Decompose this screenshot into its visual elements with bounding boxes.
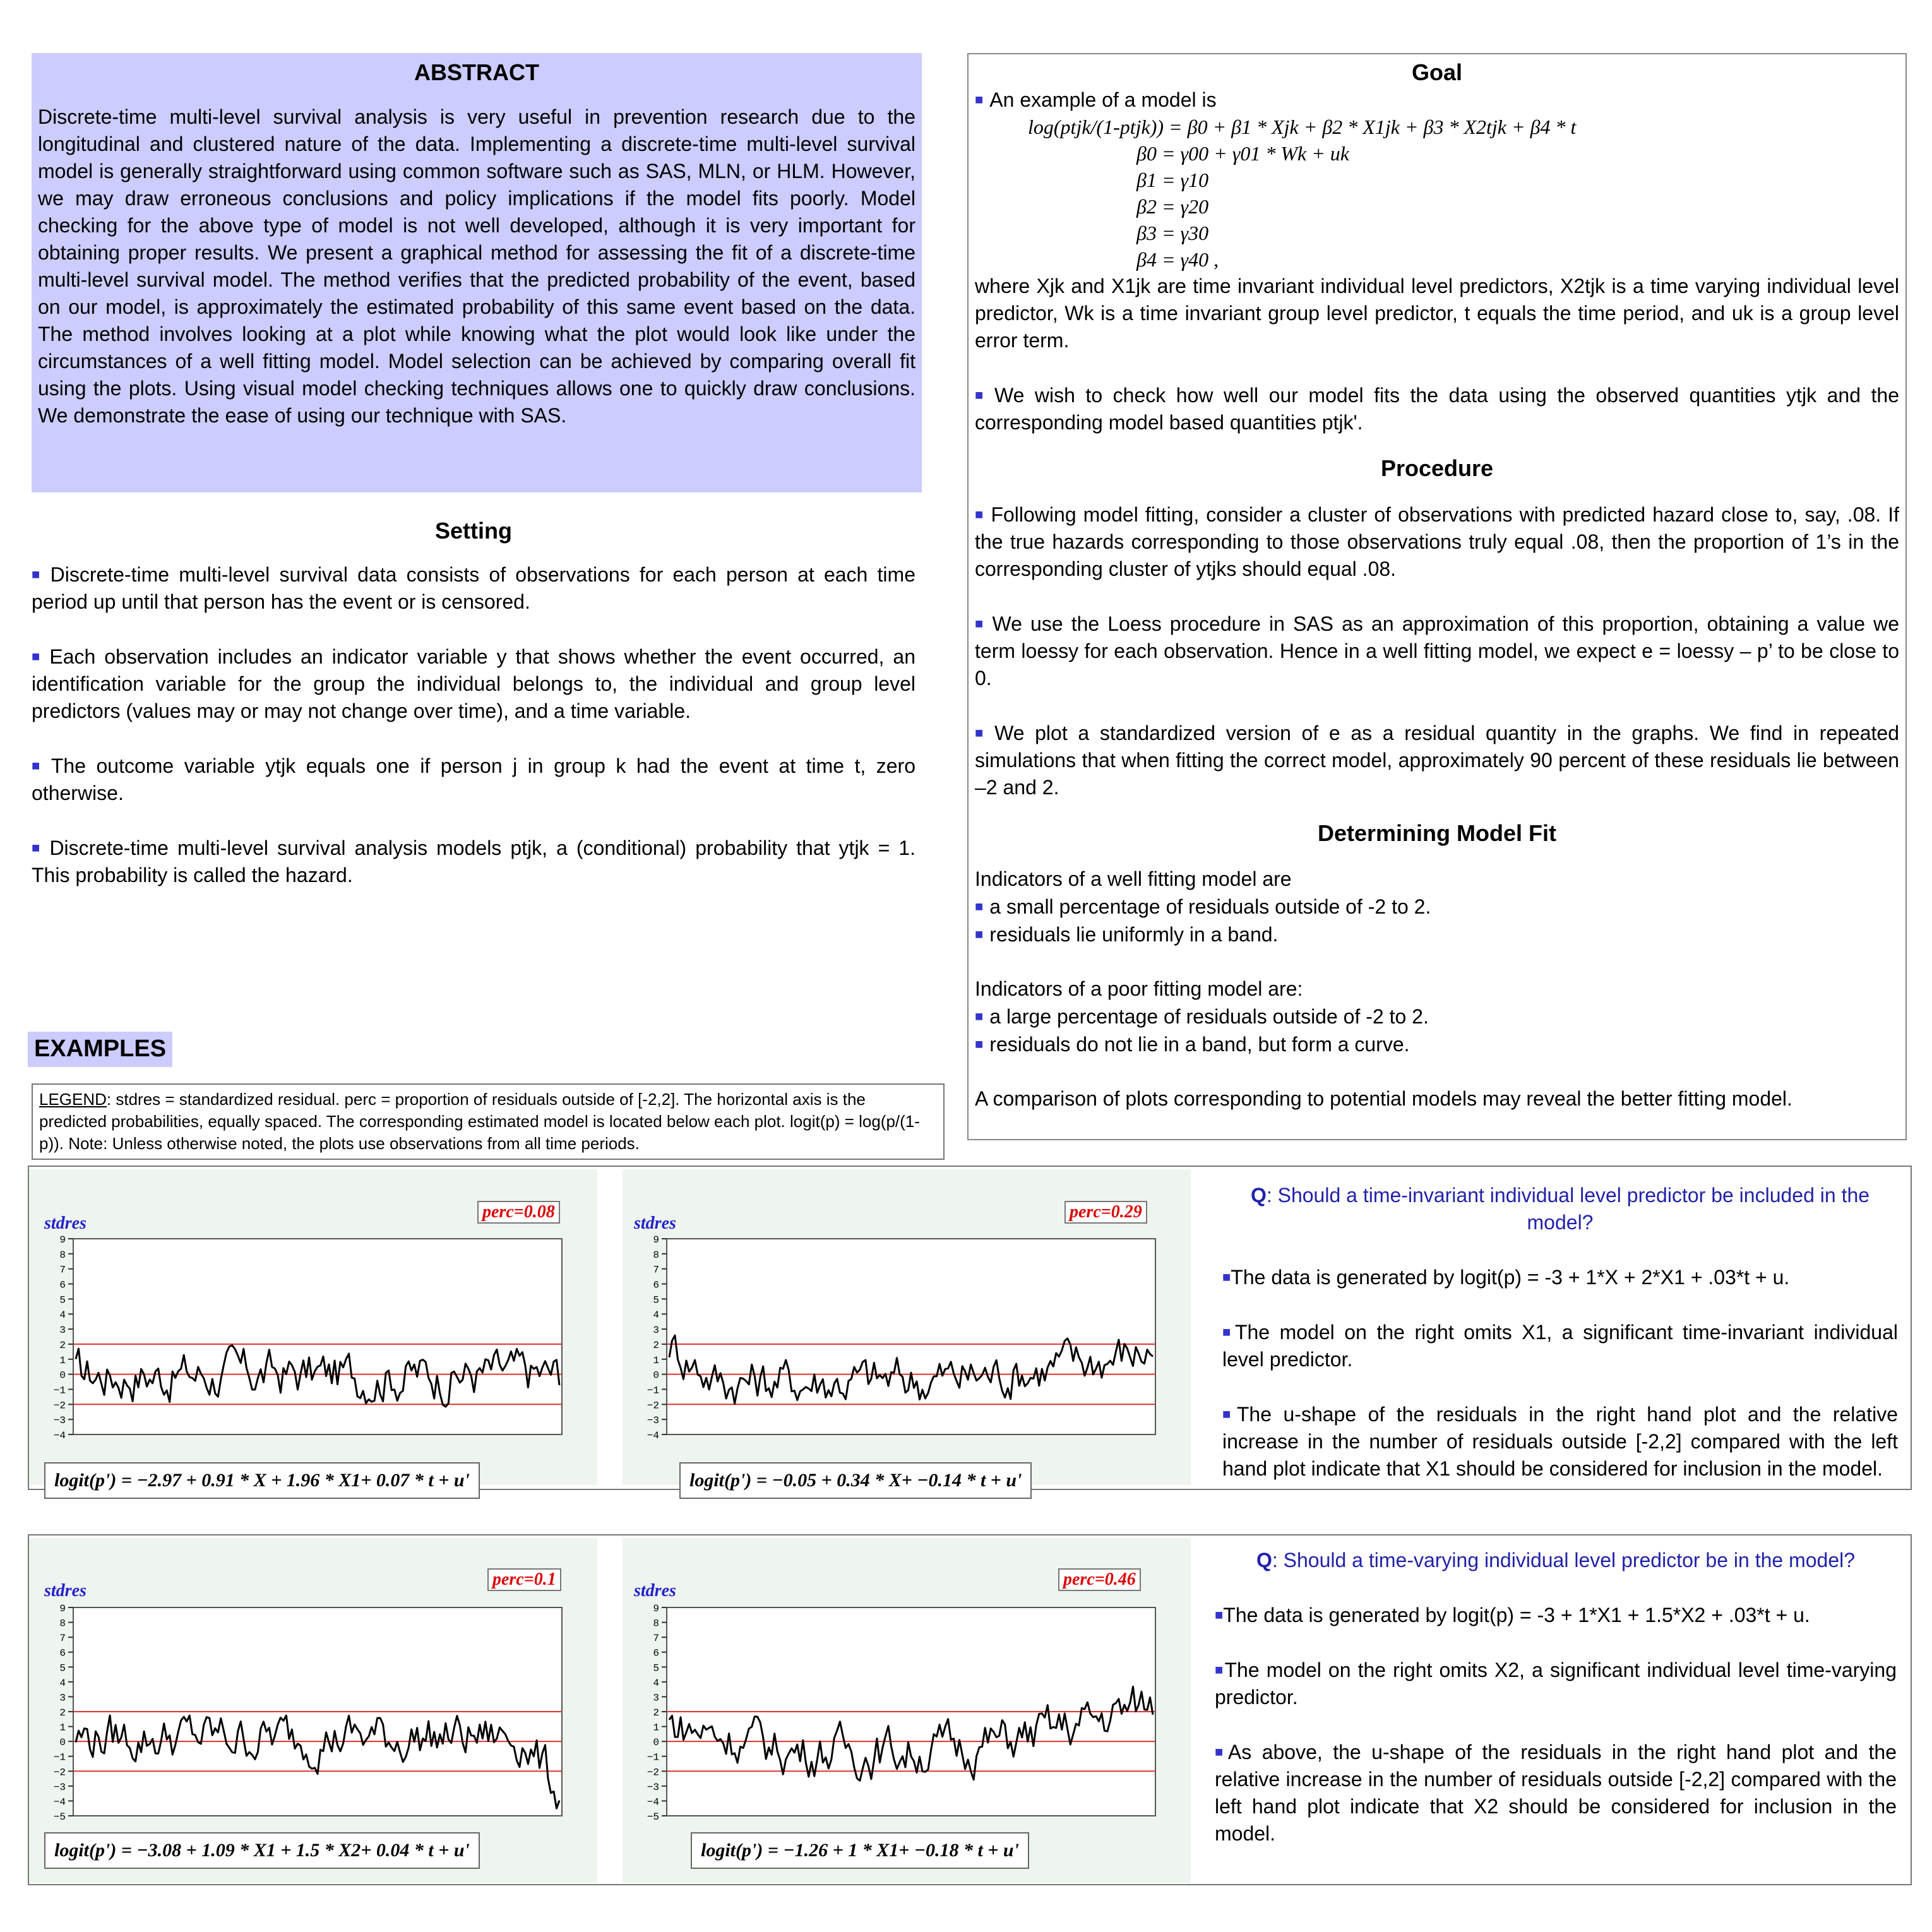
y-tick-label: 1 [653,1354,659,1366]
y-tick-label: −4 [647,1796,659,1808]
plot-frame [667,1239,1155,1434]
y-tick-label: 5 [653,1294,659,1306]
y-tick-label: 8 [59,1618,66,1630]
panel-1-bullet-1: ■The data is generated by logit(p) = -3 + 1*X + 2*X1 + .03*t + u. [1222,1266,1790,1289]
panel-1-text [1222,1182,1898,1482]
plot-1-left [29,1169,597,1491]
y-tick-label: 7 [653,1264,659,1276]
panel-2-bullet-2: ■The model on the right omits X2, a significant individual level time-varying predictor. [1215,1659,1897,1708]
y-tick-label: −4 [647,1430,659,1441]
y-tick-label: −3 [53,1415,66,1427]
procedure-bullet-1: ■ Following model fitting, consider a cluster of observations with predicted hazard close to, say, .08. If the true hazards corresponding to those observations truly equal .08, then the proportion of 1’s in the corresponding cluster of ytjks should equal .08. [975,503,1899,580]
plot-2-left [29,1538,597,1883]
setting-bullet-2: ■ Each observation includes an indicator variable y that shows whether the event occurred, an identification variable for the group the individual belongs to, the individual and group level predictors (values may or may not change over time), and a time variable. [32,645,916,722]
y-tick-label: 8 [653,1618,659,1630]
residual-plot-svg [29,1601,597,1828]
y-tick-label: 5 [59,1662,66,1674]
legend-label: LEGEND [39,1090,107,1109]
y-axis-label: stdres [634,1581,676,1601]
procedure-bullet-2: ■ We use the Loess procedure in SAS as an approximation of this proportion, obtaining a value we term loessy for each observation. Hence in a well fitting model, we expect e = loessy – p’ to be close to 0. [975,612,1899,689]
abstract-title: ABSTRACT [414,59,539,85]
goal-equation-b3: β3 = γ30 [1136,222,1209,244]
y-tick-label: 2 [653,1707,659,1719]
y-tick-label: −2 [647,1400,659,1412]
y-tick-label: −3 [53,1781,66,1793]
y-axis-label: stdres [44,1581,86,1601]
legend-text: : stdres = standardized residual. perc = proportion of residuals outside of [-2,2]. The horizontal axis is the predicted probabilities, equally spaced. The corresponding estimated model is located below each plot. logit(p) = log(p/(1-p)). Note: Unless otherwise noted, the plots use observations from all time periods. [39,1090,920,1153]
abstract-text: Discrete-time multi-level survival analysis is very useful in prevention research due to the longitudinal and clustered nature of the data. Implementing a discrete-time multi-level survival model is generally straightforward using common software such as SAS, MLN, or HLM. However, we may draw erroneous conclusions and policy implications if the model fits poorly. Model checking for the above type of model is not well developed, although it is very important for obtaining proper results. We present a graphical method for assessing the fit of a discrete-time multi-level survival model. The method verifies that the predicted probability of the event, based on our model, is approximately the estimated probability of this same event based on the data. The method involves looking at a plot while knowing what the plot would look like under the circumstances of a well fitting model. Model selection can be achieved by comparing overall fit using the plots. Using visual model checking techniques allows one to quickly draw conclusions. We demonstrate the ease of using our technique with SAS. [38,105,915,427]
y-tick-label: −1 [647,1385,659,1397]
perc-badge: perc=0.1 [487,1568,561,1591]
perc-badge: perc=0.46 [1058,1568,1141,1591]
y-tick-label: 4 [59,1309,66,1321]
goal-equation-main: log(ptjk/(1-ptjk)) = β0 + β1 * Xjk + β2 * X1jk + β3 * X2tjk + β4 * t [1028,116,1577,138]
residual-plot-svg [623,1601,1191,1828]
y-tick-label: 6 [653,1647,659,1659]
example-panel-2 [28,1534,1912,1885]
y-tick-label: −4 [53,1796,66,1808]
fit-conclusion: A comparison of plots corresponding to potential models may reveal the better fitting model. [975,1087,1792,1110]
y-tick-label: 1 [653,1722,659,1734]
y-tick-label: −2 [647,1767,659,1779]
y-tick-label: −1 [53,1751,66,1763]
goal-equation-b0: β0 = γ00 + γ01 * Wk + uk [1136,142,1349,165]
panel-1-bullet-2: ■The model on the right omits X1, a significant time-invariant individual level predictor. [1222,1321,1898,1371]
panel-1-bullet-3: ■The u-shape of the residuals in the right hand plot and the relative increase in the number of residuals outside [-2,2] compared with the left hand plot indicate that X1 should be considered for inclusion in the model. [1222,1403,1898,1480]
examples-heading: EXAMPLES [28,1032,172,1067]
panel-2-text [1215,1547,1897,1847]
y-tick-label: −3 [647,1415,659,1427]
y-tick-label: −3 [647,1781,659,1793]
fit-poor-1: ■ a large percentage of residuals outside of -2 to 2. [975,1005,1429,1028]
y-tick-label: −1 [53,1385,66,1397]
plot-1-right [623,1169,1191,1491]
setting-title: Setting [435,518,512,544]
perc-badge: perc=0.29 [1064,1201,1147,1224]
y-tick-label: 0 [59,1737,66,1749]
y-tick-label: 0 [653,1737,659,1749]
y-tick-label: 6 [59,1647,66,1659]
panel-2-bullet-3: ■As above, the u-shape of the residuals in the right hand plot and the relative increase in the number of residuals outside [-2,2] compared with the left hand plot indicate that X2 should be considered for inclusion in the model. [1215,1741,1897,1845]
y-tick-label: 0 [59,1369,66,1381]
goal-equation-b4: β4 = γ40 , [1136,248,1219,271]
fit-good-1: ■ a small percentage of residuals outside of -2 to 2. [975,895,1431,918]
fit-poor-2: ■ residuals do not lie in a band, but form a curve. [975,1033,1410,1056]
y-tick-label: 2 [653,1339,659,1351]
plot-frame [73,1239,562,1434]
y-axis-label: stdres [634,1213,676,1233]
y-axis-label: stdres [44,1213,86,1233]
y-tick-label: 2 [59,1339,66,1351]
y-tick-label: 3 [653,1692,659,1704]
y-tick-label: −5 [647,1811,659,1823]
y-tick-label: −2 [53,1400,66,1412]
y-tick-label: 9 [653,1603,659,1614]
abstract-box [32,53,922,492]
y-tick-label: −5 [53,1811,66,1823]
y-tick-label: 3 [59,1692,66,1704]
y-tick-label: 3 [653,1325,659,1337]
y-tick-label: 9 [653,1234,659,1246]
y-tick-label: 3 [59,1325,66,1337]
y-tick-label: 5 [59,1294,66,1306]
fit-poor-intro: Indicators of a poor fitting model are: [975,977,1303,1000]
goal-intro: ■ An example of a model is [975,88,1217,111]
y-tick-label: 4 [59,1677,66,1689]
setting-bullet-4: ■ Discrete-time multi-level survival analysis models ptjk, a (conditional) probability that ytjk = 1. This probability is called the hazard. [32,837,915,886]
model-formula: logit(p') = −1.26 + 1 * X1+ −0.18 * t + u' [691,1832,1029,1869]
y-tick-label: 5 [653,1662,659,1674]
fit-good-intro: Indicators of a well fitting model are [975,868,1292,890]
goal-equation-b1: β1 = γ10 [1136,169,1209,191]
legend-box [32,1083,945,1160]
fit-good-2: ■ residuals lie uniformly in a band. [975,923,1279,946]
model-formula: logit(p') = −3.08 + 1.09 * X1 + 1.5 * X2+ 0.04 * t + u' [44,1832,480,1869]
procedure-bullet-3: ■ We plot a standardized version of e as a residual quantity in the graphs. We find in repeated simulations that when fitting the correct model, approximately 90 percent of these residuals lie between –2 and 2. [975,722,1900,799]
y-tick-label: −2 [53,1767,66,1779]
procedure-title: Procedure [1380,455,1494,481]
y-tick-label: −4 [53,1430,66,1441]
residual-plot-svg [623,1232,1191,1447]
panel-2-bullet-1: ■The data is generated by logit(p) = -3 + 1*X1 + 1.5*X2 + .03*t + u. [1215,1604,1810,1626]
setting-section [32,518,915,889]
question: Q: Should a time-varying individual level predictor be in the model? [1256,1549,1856,1571]
y-tick-label: 7 [59,1633,66,1645]
goal-where-text: where Xjk and X1jk are time invariant individual level predictors, X2tjk is a time varying individual level predictor, Wk is a time invariant group level predictor, t equals the time period, and uk is a group level error term. [975,275,1899,352]
y-tick-label: 8 [653,1249,659,1261]
y-tick-label: 4 [653,1309,659,1321]
setting-bullet-1: ■ Discrete-time multi-level survival data consists of observations for each person at each time period up until that person has the event or is censored. [32,563,915,613]
question: Q: Should a time-invariant individual level predictor be included in the model? [1250,1184,1870,1234]
goal-equation-b2: β2 = γ20 [1136,195,1209,218]
y-tick-label: 7 [59,1264,66,1276]
example-panel-1 [28,1166,1912,1490]
y-tick-label: 6 [59,1279,66,1291]
setting-bullet-3: ■ The outcome variable ytjk equals one if person j in group k had the event at time t, zero otherwise. [32,754,915,804]
model-formula: logit(p') = −2.97 + 0.91 * X + 1.96 * X1+ 0.07 * t + u' [44,1462,480,1499]
model-formula: logit(p') = −0.05 + 0.34 * X+ −0.14 * t + u' [679,1462,1032,1499]
goal-title: Goal [1411,59,1462,85]
y-tick-label: 1 [59,1354,66,1366]
y-tick-label: 6 [653,1279,659,1291]
y-tick-label: 8 [59,1249,66,1261]
y-tick-label: 1 [59,1722,66,1734]
fit-title: Determining Model Fit [1318,820,1556,846]
y-tick-label: 9 [59,1603,66,1614]
goal-check-text: ■ We wish to check how well our model fits the data using the observed quantities ytjk and the corresponding model based quantities ptjk'. [975,384,1900,434]
residual-plot-svg [29,1232,597,1447]
plot-2-right [623,1538,1191,1883]
y-tick-label: 7 [653,1633,659,1645]
y-tick-label: 4 [653,1677,659,1689]
goal-box [967,53,1907,1140]
y-tick-label: 2 [59,1707,66,1719]
y-tick-label: −1 [647,1751,659,1763]
y-tick-label: 9 [59,1234,66,1246]
perc-badge: perc=0.08 [477,1201,560,1224]
y-tick-label: 0 [653,1369,659,1381]
